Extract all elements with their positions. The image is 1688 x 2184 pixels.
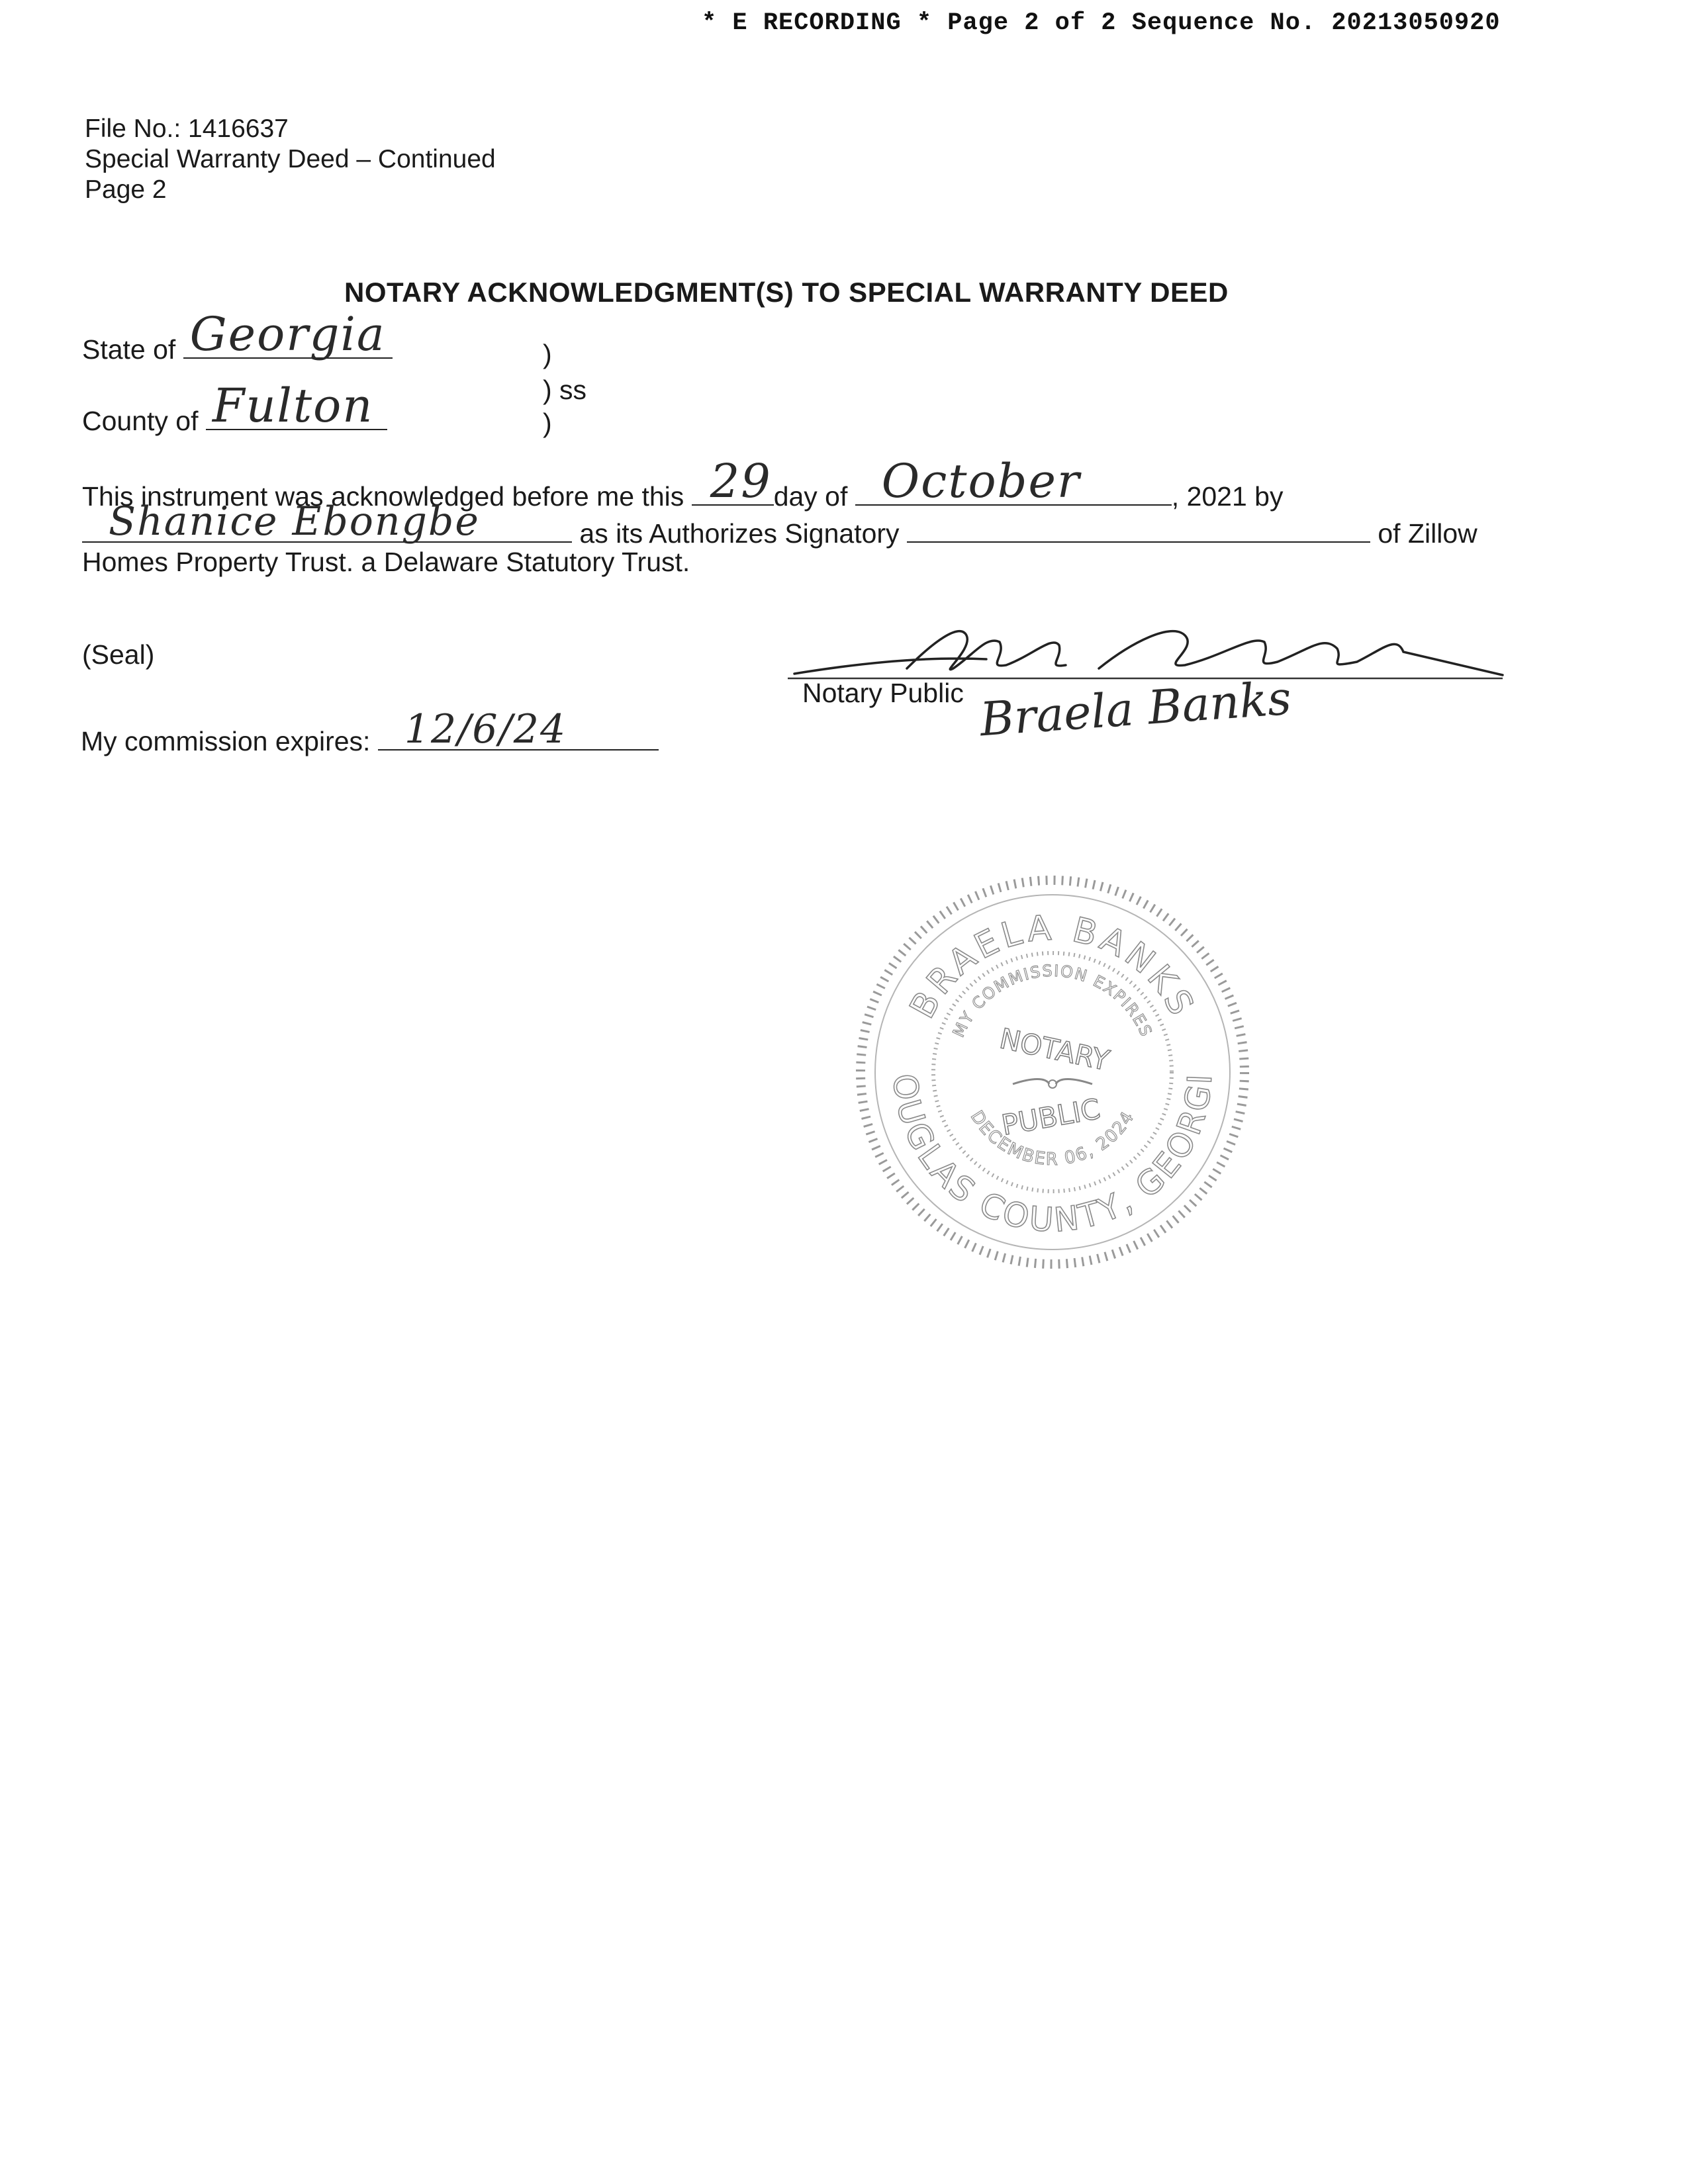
ack-text-a: This instrument was acknowledged before me this [82, 481, 684, 512]
state-handwritten: Georgia [189, 307, 386, 361]
seal-commission-text: MY COMMISSION EXPIRES [949, 961, 1156, 1040]
seal-center-bottom: PUBLIC [999, 1092, 1103, 1142]
commission-handwritten: 12/6/24 [404, 706, 567, 752]
seal-date-text: DECEMBER 06, 2024 [966, 1107, 1139, 1170]
svg-text:MY COMMISSION EXPIRES [949, 962, 1156, 1040]
notary-seal [847, 867, 1258, 1277]
signer-blank [82, 498, 572, 545]
day-handwritten: 29 [710, 454, 772, 508]
month-handwritten: October [881, 454, 1081, 508]
document-title: Special Warranty Deed – Continued [85, 145, 496, 173]
month-blank [855, 454, 1172, 508]
notary-seal-svg [847, 867, 1258, 1277]
state-label: State of [82, 334, 176, 365]
ack-text-b: day of [773, 481, 848, 512]
seal-county-text: OUGLAS COUNTY, GEORGI [885, 1071, 1220, 1240]
county-label: County of [82, 406, 199, 436]
paren-3: ) [543, 408, 552, 438]
county-handwritten: Fulton [212, 379, 374, 433]
seal-center-top: NOTARY [996, 1022, 1113, 1077]
recording-stamp: * E RECORDING * Page 2 of 2 Sequence No. 20213050920 [702, 9, 1501, 37]
state-blank [183, 307, 393, 361]
county-line [82, 379, 387, 437]
paren-1: ) [543, 339, 552, 369]
commission-blank [378, 706, 659, 752]
acknowledgment-title: NOTARY ACKNOWLEDGMENT(S) TO SPECIAL WARRANTY DEED [344, 277, 1229, 308]
ack-text-e: of Zillow [1378, 518, 1477, 549]
notary-public-label: Notary Public [802, 678, 964, 708]
file-number-label: File No.: [85, 114, 181, 143]
day-blank [692, 454, 774, 508]
acknowledgment-line-2 [82, 498, 1477, 549]
seal-name-text: BRAELA BANKS [902, 908, 1203, 1025]
notary-signature [788, 596, 1509, 688]
commission-label: My commission expires: [81, 726, 371, 756]
file-number-line [85, 114, 496, 144]
page-label: Page 2 [85, 175, 167, 204]
signatory-blank [907, 515, 1370, 543]
county-blank [206, 379, 387, 433]
signer-handwritten: Shanice Ebongbe [109, 498, 480, 545]
ack-text-d: as its Authorizes Signatory [579, 518, 900, 549]
file-info-block [85, 114, 496, 205]
acknowledgment-line-3: Homes Property Trust. a Delaware Statutory Trust. [82, 547, 690, 577]
ack-text-c: , 2021 by [1171, 481, 1284, 512]
commission-line [81, 706, 659, 757]
state-line [82, 307, 393, 365]
notary-printed-name: Braela Banks [978, 670, 1293, 747]
file-number-value: 1416637 [188, 114, 289, 143]
paren-ss: ) ss [543, 375, 587, 405]
seal-label: (Seal) [82, 639, 155, 670]
